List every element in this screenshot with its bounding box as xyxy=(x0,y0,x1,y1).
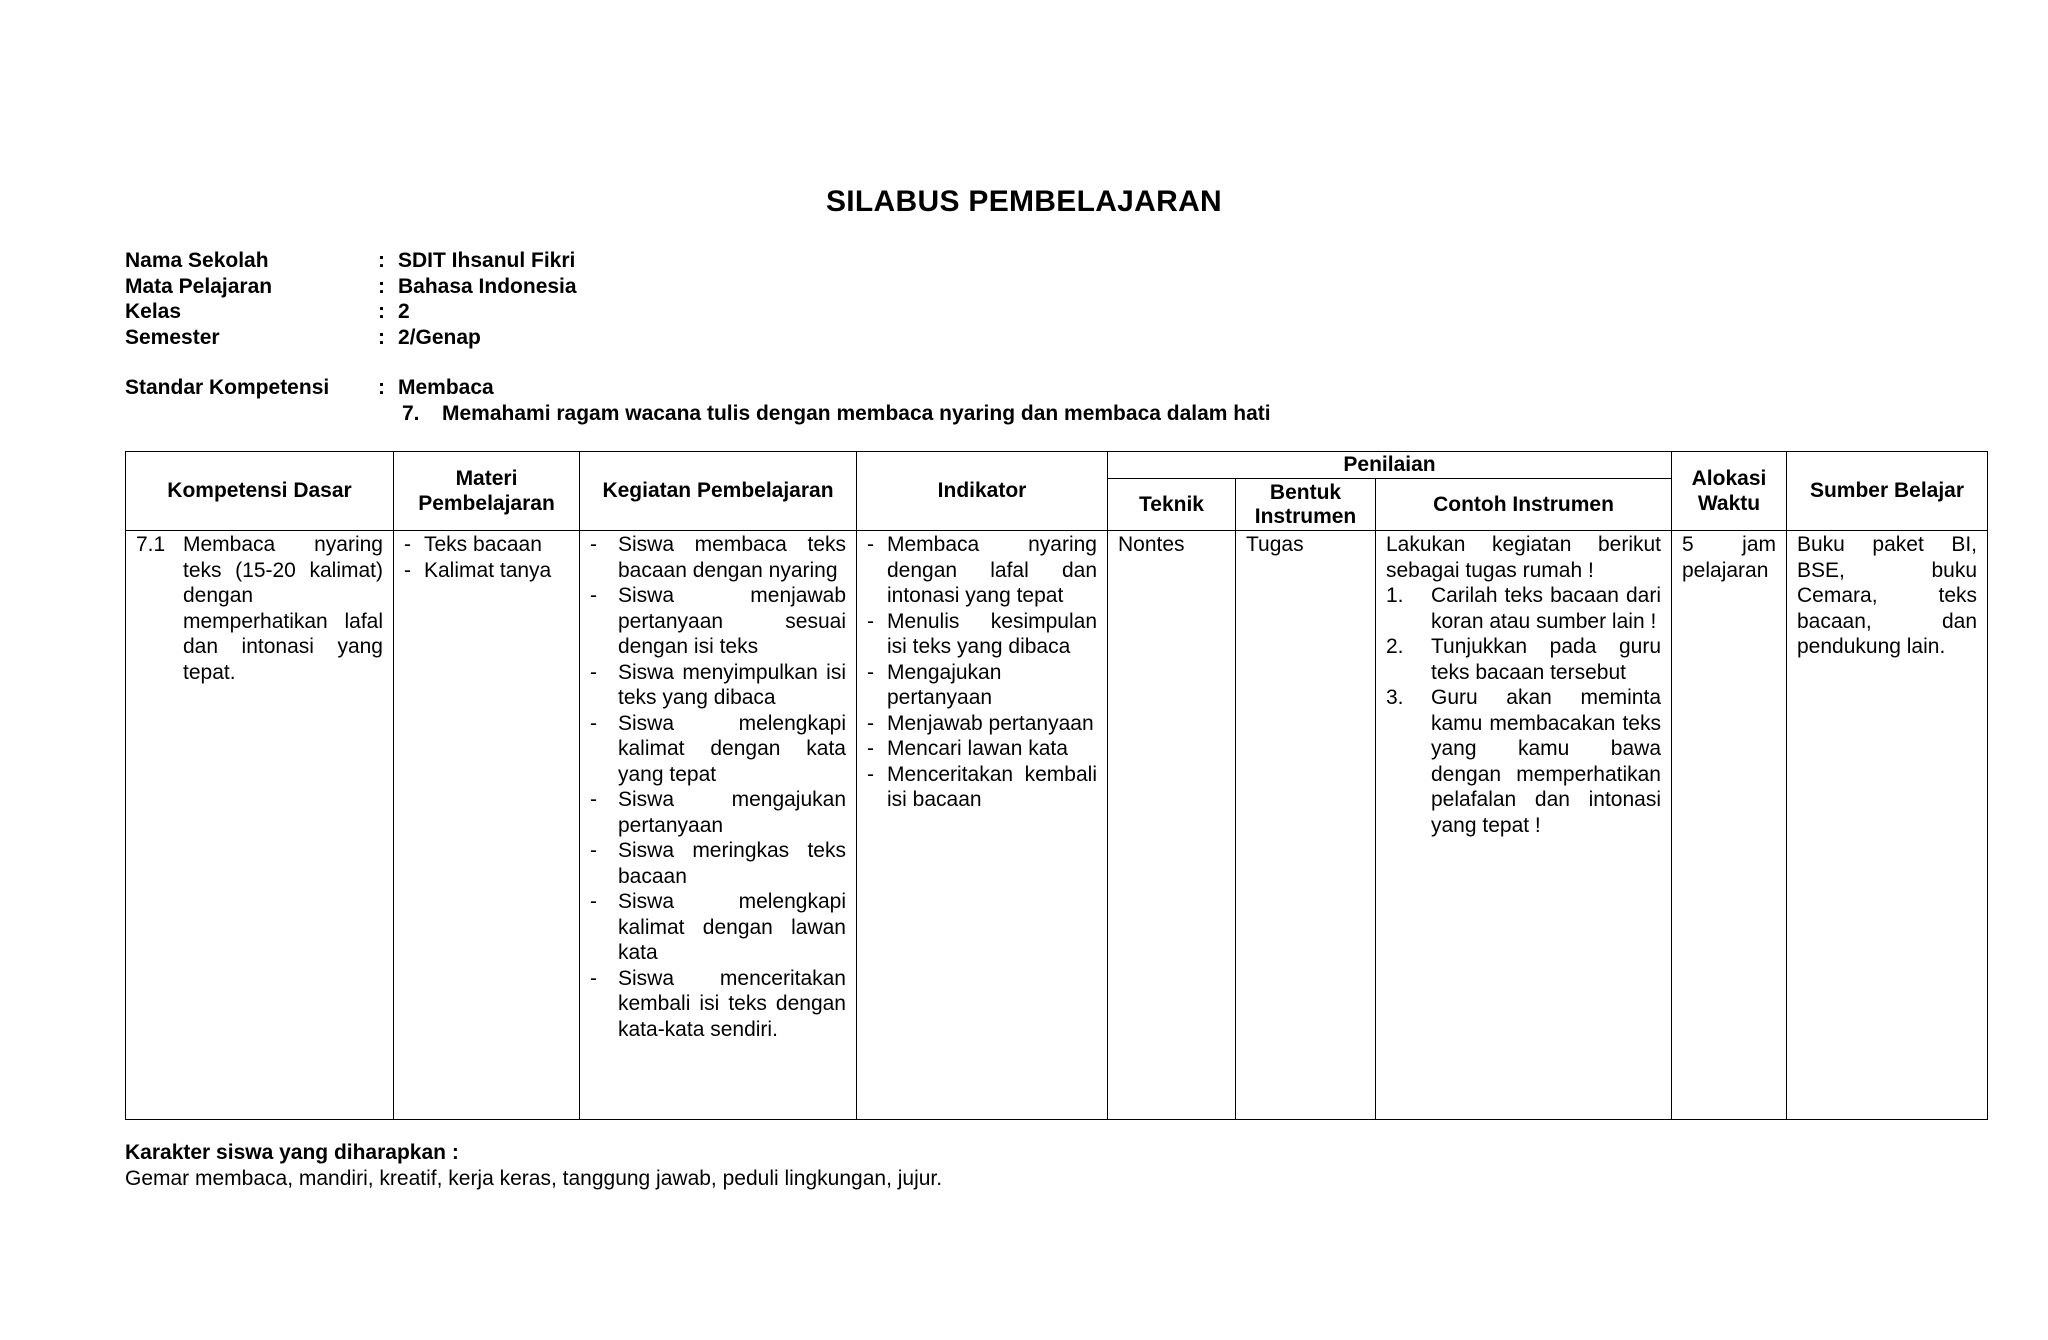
header-teknik: Teknik xyxy=(1108,479,1236,531)
meta-value: Bahasa Indonesia xyxy=(398,274,577,298)
cell-materi xyxy=(394,531,580,1120)
meta-colon: : xyxy=(378,274,385,298)
header-kompetensi-dasar: Kompetensi Dasar xyxy=(126,452,394,531)
cell-indikator xyxy=(857,531,1108,1120)
kd-number: 7.1 xyxy=(136,533,166,556)
meta-label: Mata Pelajaran xyxy=(125,274,273,298)
list-item: - Mengajukan pertanyaan xyxy=(867,660,1002,709)
cell-sumber xyxy=(1787,531,1988,1120)
list-item: - Menulis kesimpulan isi teks yang dibaca xyxy=(867,609,1097,658)
meta-colon: : xyxy=(378,325,385,349)
header-penilaian: Penilaian xyxy=(1108,452,1672,479)
meta-row-semester xyxy=(125,325,1271,351)
meta-label: Semester xyxy=(125,325,220,349)
karakter-text: Gemar membaca, mandiri, kreatif, kerja keras, tanggung jawab, peduli lingkungan, jujur. xyxy=(125,1166,943,1190)
list-item: 1. Carilah teks bacaan dari koran atau sumber lain ! xyxy=(1386,584,1661,633)
karakter-section xyxy=(125,1140,942,1191)
standar-number: 7. xyxy=(402,401,420,425)
standar-detail xyxy=(125,401,1271,427)
alokasi-value: 5 jam pelajaran xyxy=(1682,533,1776,582)
meta-colon: : xyxy=(378,300,385,323)
list-item: - Mencari lawan kata xyxy=(867,737,1068,760)
teknik-value: Nontes xyxy=(1118,533,1185,556)
list-item: 3. Guru akan meminta kamu membacakan teks yang kamu bawa dengan memperhatikan pelafalan dan intonasi yang tepat ! xyxy=(1386,686,1661,837)
meta-label: Kelas xyxy=(125,300,182,323)
header-sumber: Sumber Belajar xyxy=(1787,452,1988,531)
standar-label: Standar Kompetensi xyxy=(125,376,330,399)
contoh-intro: Lakukan kegiatan berikut sebagai tugas rumah ! xyxy=(1386,533,1661,582)
identity-block xyxy=(125,248,1271,426)
list-item: - Membaca nyaring dengan lafal dan intonasi yang tepat xyxy=(867,533,1097,607)
table-row xyxy=(126,531,1988,1120)
header-alokasi: Alokasi Waktu xyxy=(1672,452,1787,531)
list-item: - Menjawab pertanyaan xyxy=(867,711,1094,735)
meta-label: Nama Sekolah xyxy=(125,249,269,272)
sumber-value: Buku paket BI, BSE, buku Cemara, teks bacaan, dan pendukung lain. xyxy=(1797,533,1977,658)
list-item: - Siswa menjawab pertanyaan sesuai dengan isi teks xyxy=(590,584,846,658)
header-kegiatan: Kegiatan Pembelajaran xyxy=(580,452,857,531)
header-materi: Materi Pembelajaran xyxy=(394,452,580,531)
list-item: - Siswa meringkas teks bacaan xyxy=(590,839,846,888)
meta-colon: : xyxy=(378,376,385,399)
list-item: - Kalimat tanya xyxy=(404,558,552,582)
standar-kompetensi-row xyxy=(125,375,1271,401)
list-item: - Siswa mengajukan pertanyaan xyxy=(590,788,846,837)
header-contoh: Contoh Instrumen xyxy=(1376,479,1672,531)
list-item: - Siswa menyimpulkan isi teks yang dibaca xyxy=(590,660,846,709)
header-indikator: Indikator xyxy=(857,452,1108,531)
meta-row-nama-sekolah xyxy=(125,248,1271,274)
syllabus-table xyxy=(125,451,1988,1120)
page-title: SILABUS PEMBELAJARAN xyxy=(825,185,1223,218)
header-bentuk: Bentuk Instrumen xyxy=(1236,479,1376,531)
cell-kegiatan xyxy=(580,531,857,1120)
list-item: - Siswa melengkapi kalimat dengan lawan kata xyxy=(590,890,846,964)
cell-contoh xyxy=(1376,531,1672,1120)
meta-value: SDIT Ihsanul Fikri xyxy=(398,249,576,272)
list-item: - Siswa membaca teks bacaan dengan nyaring xyxy=(590,533,846,582)
list-item: 2. Tunjukkan pada guru teks bacaan tersebut xyxy=(1386,635,1661,684)
bentuk-value: Tugas xyxy=(1246,533,1304,556)
standar-text: Memahami ragam wacana tulis dengan membaca nyaring dan membaca dalam hati xyxy=(442,401,1271,425)
list-item: - Siswa menceritakan kembali isi teks dengan kata-kata sendiri. xyxy=(590,966,846,1041)
kd-text: Membaca nyaring teks (15-20 kalimat) dengan memperhatikan lafal dan intonasi yang tepat. xyxy=(183,533,383,684)
list-item: - Teks bacaan xyxy=(404,533,542,556)
cell-kompetensi-dasar xyxy=(126,531,394,1120)
meta-colon: : xyxy=(378,249,385,272)
meta-row-kelas xyxy=(125,299,1271,325)
meta-value: 2/Genap xyxy=(398,325,481,349)
cell-alokasi xyxy=(1672,531,1787,1120)
meta-row-mata-pelajaran xyxy=(125,274,1271,300)
list-item: - Menceritakan kembali isi bacaan xyxy=(867,762,1097,811)
standar-value: Membaca xyxy=(398,376,494,399)
meta-value: 2 xyxy=(398,300,410,323)
cell-bentuk xyxy=(1236,531,1376,1120)
list-item: - Siswa melengkapi kalimat dengan kata yang tepat xyxy=(590,711,846,786)
karakter-heading: Karakter siswa yang diharapkan : xyxy=(125,1141,459,1164)
cell-teknik xyxy=(1108,531,1236,1120)
